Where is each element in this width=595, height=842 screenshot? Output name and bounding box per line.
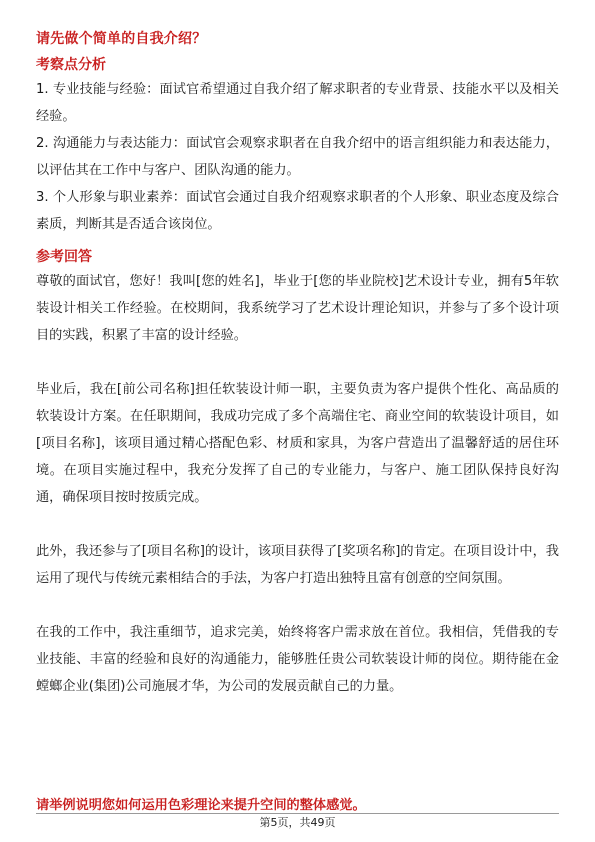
- question-title: 请先做个简单的自我介绍？: [36, 31, 207, 47]
- answer-paragraph: 毕业后，我在[前公司名称]担任软装设计师一职，主要负责为客户提供个性化、高品质的软装设计方案。在任职期间，我成功完成了多个高端住宅、商业空间的软装设计项目，如[项目名称]，该项目通过精心搭配色彩、材质和家具，为客户营造出了温馨舒适的居住环境。在项目实施过程中，我充分发挥了自己的专业能力，与客户、施工团队保持良好沟通，确保项目按时按质完成。: [36, 382, 559, 505]
- answer-paragraph: 此外，我还参与了[项目名称]的设计，该项目获得了[奖项名称]的肯定。在项目设计中，我运用了现代与传统元素相结合的手法，为客户打造出独特且富有创意的空间氛围。: [36, 544, 559, 586]
- page-number: 第5页，共49页: [259, 816, 336, 829]
- answer-paragraph: 在我的工作中，我注重细节，追求完美，始终将客户需求放在首位。我相信，凭借我的专业技能、丰富的经验和良好的沟通能力，能够胜任贵公司软装设计师的岗位。期待能在金螳螂企业(集团)公司施展才华，为公司的发展贡献自己的力量。: [36, 625, 559, 694]
- analysis-item: 3. 个人形象与职业素养：面试官会通过自我介绍观察求职者的个人形象、职业态度及综合素质，判断其是否适合该岗位。: [36, 190, 559, 232]
- answer-heading: 参考回答: [36, 249, 92, 265]
- page-content: [36, 28, 559, 700]
- analysis-item: 2. 沟通能力与表达能力：面试官会观察求职者在自我介绍中的语言组织能力和表达能力，以评估其在工作中与客户、团队沟通的能力。: [36, 136, 559, 178]
- answer-paragraph: 尊敬的面试官，您好！我叫[您的姓名]，毕业于[您的毕业院校]艺术设计专业，拥有5年软装设计相关工作经验。在校期间，我系统学习了艺术设计理论知识，并参与了多个设计项目的实践，积累了丰富的设计经验。: [36, 274, 559, 343]
- analysis-list: [36, 76, 559, 238]
- answer-block: [36, 268, 559, 700]
- next-question-title: 请举例说明您如何运用色彩理论来提升空间的整体感觉。: [36, 798, 366, 813]
- analysis-item: 1. 专业技能与经验：面试官希望通过自我介绍了解求职者的专业背景、技能水平以及相关经验。: [36, 82, 559, 124]
- footer-divider: [36, 813, 559, 814]
- analysis-heading: 考察点分析: [36, 57, 106, 73]
